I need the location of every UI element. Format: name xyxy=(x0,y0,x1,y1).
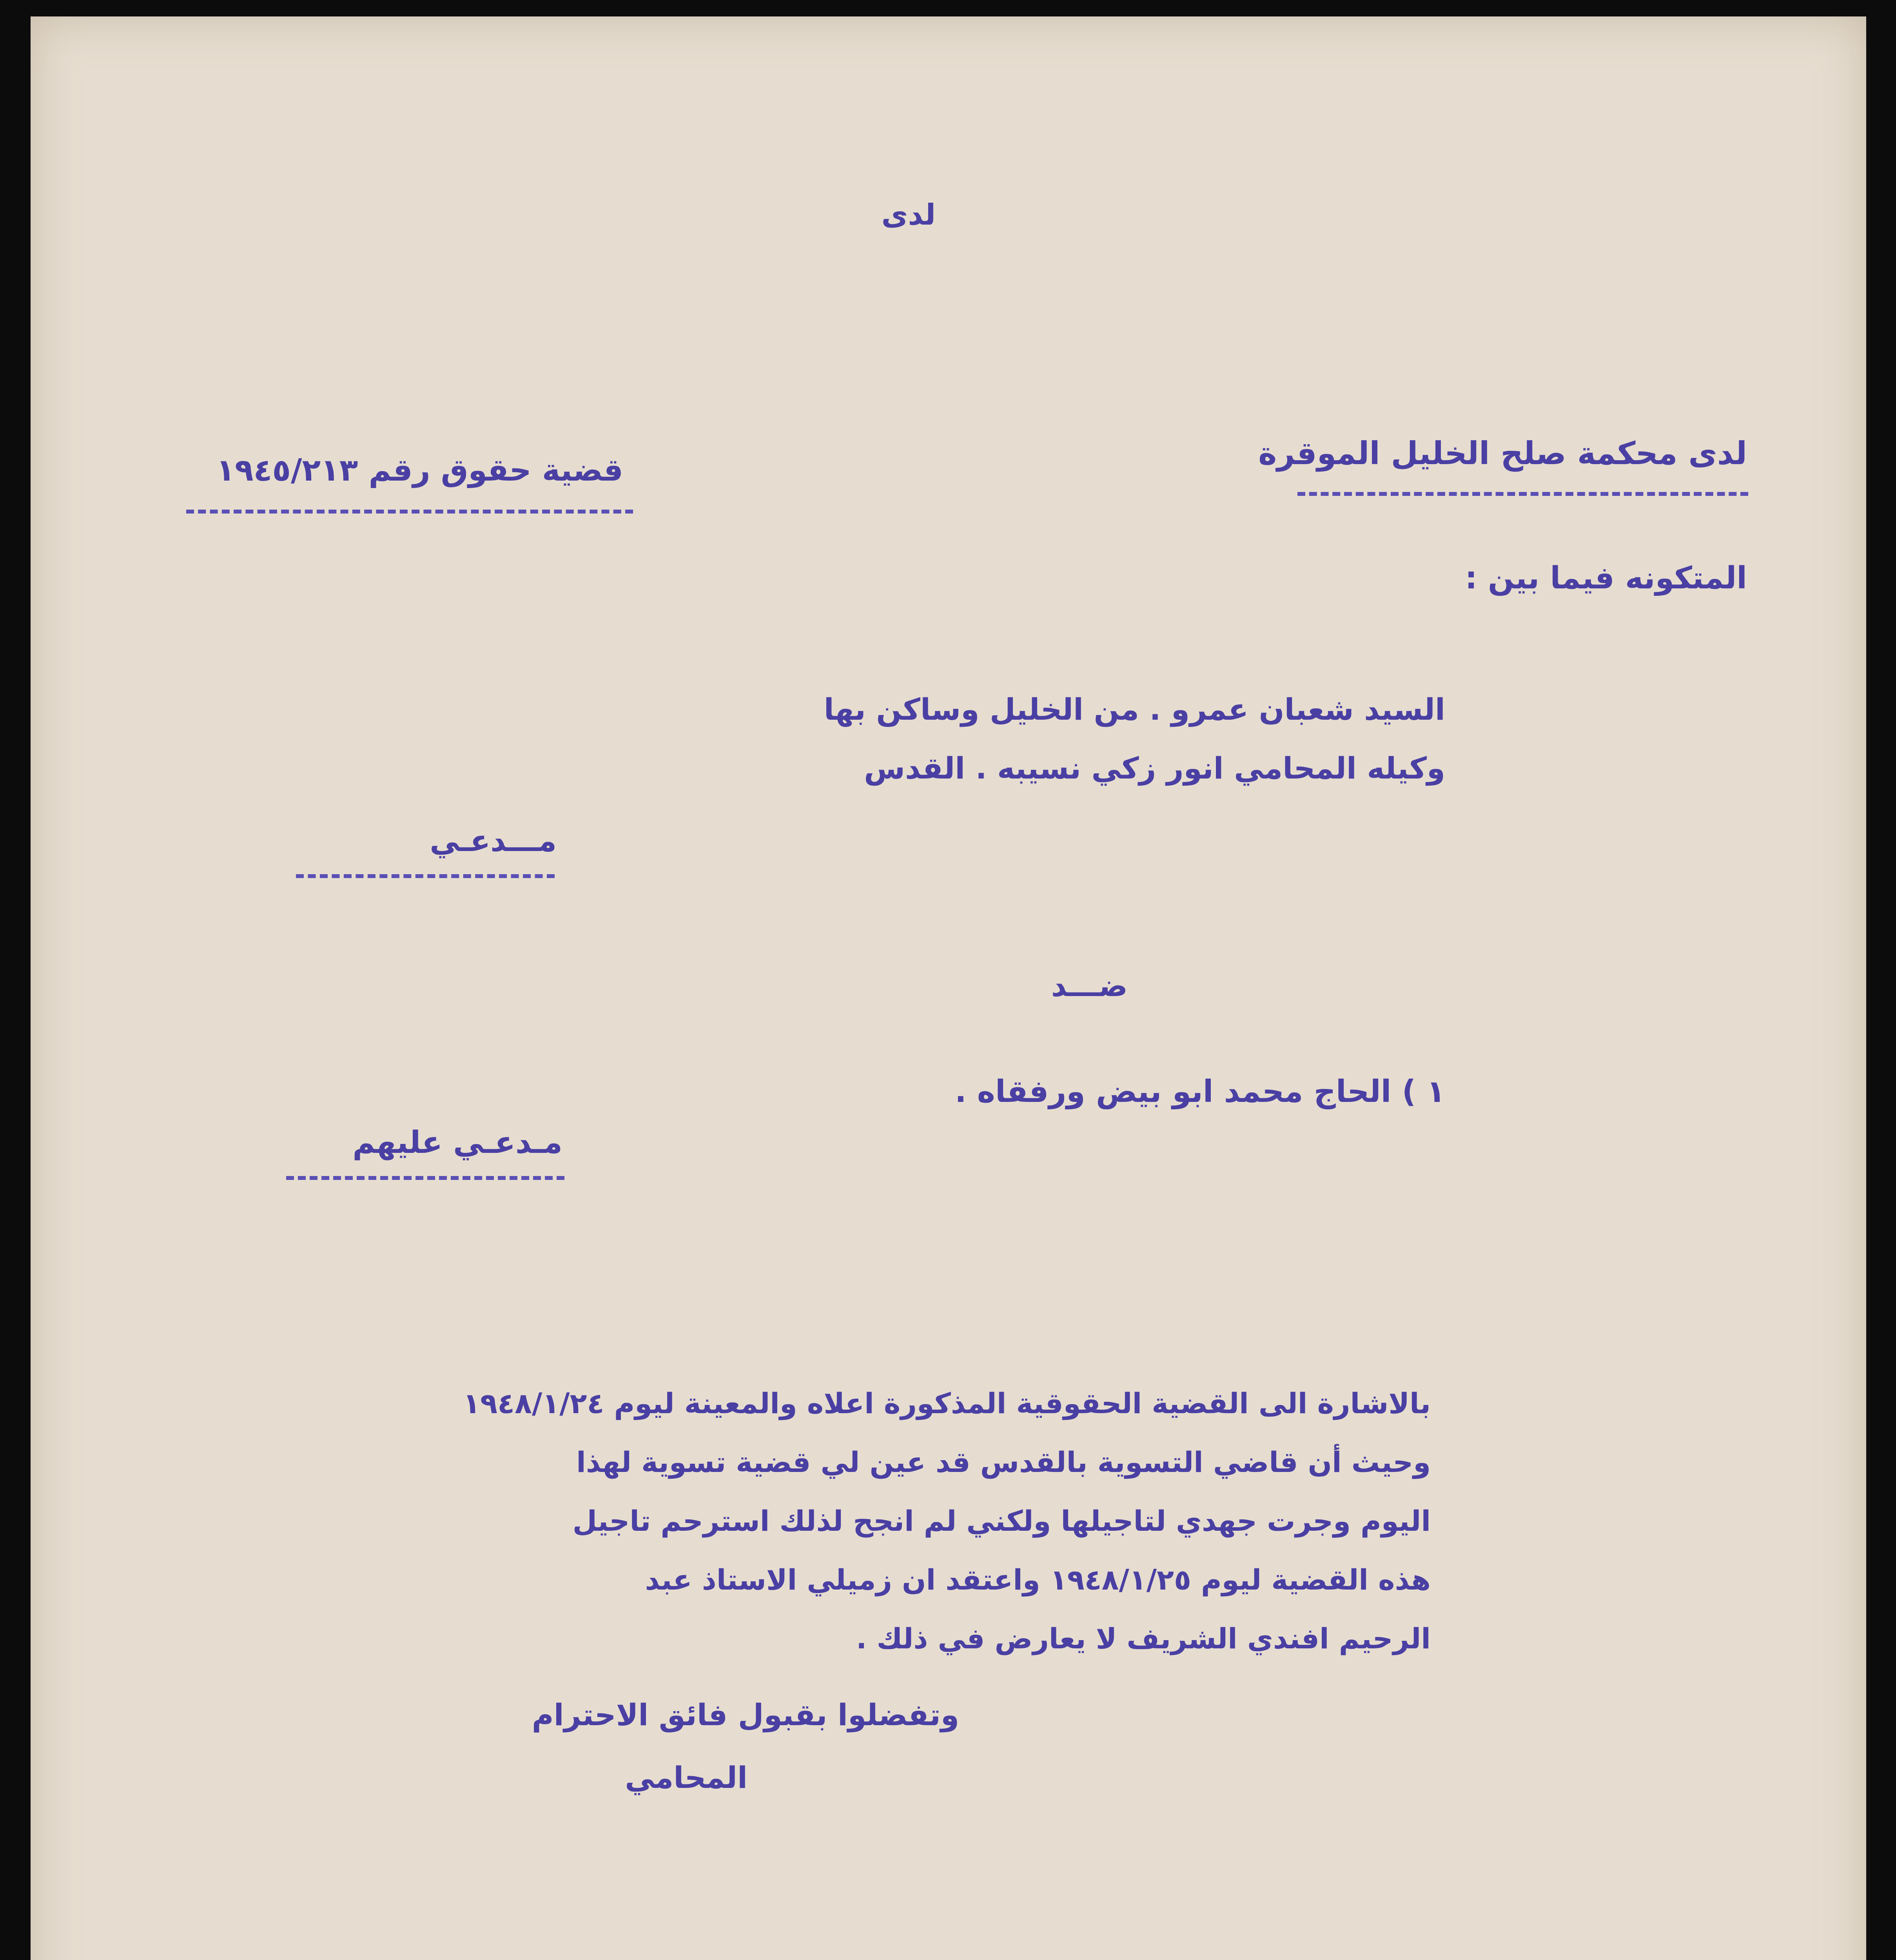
defendant-role: مـدعـي عليهم xyxy=(352,1125,562,1160)
defendant-line: ١ ) الحاج محمد ابو بيض ورفقاه . xyxy=(955,1074,1445,1109)
plaintiff-line-2: وكيله المحامي انور زكي نسيبه . القدس xyxy=(864,751,1445,786)
case-number-underline xyxy=(186,510,633,514)
body-line: بالاشارة الى القضية الحقوقية المذكورة اعلاه والمعينة ليوم ١٩٤٨/١/٢٤ xyxy=(463,1387,1431,1420)
closing-line-1: وتفضلوا بقبول فائق الاحترام xyxy=(532,1697,959,1732)
header-top-text: لدى xyxy=(881,198,936,232)
body-line: وحيث أن قاضي التسوية بالقدس قد عين لي قضية تسوية لهذا xyxy=(576,1446,1431,1479)
closing-line-2: المحامي xyxy=(625,1760,748,1795)
letter-body xyxy=(423,1374,1431,1668)
plaintiff-role-underline xyxy=(296,874,555,878)
court-heading-underline xyxy=(1297,492,1748,496)
plaintiff-line-1: السيد شعبان عمرو . من الخليل وساكن بها xyxy=(824,692,1445,727)
body-line: الرحيم افندي الشريف لا يعارض في ذلك . xyxy=(856,1622,1431,1655)
court-heading: لدى محكمة صلح الخليل الموقرة xyxy=(1258,435,1747,472)
document-page xyxy=(31,16,1866,1960)
between-label: المتكونه فيما بين : xyxy=(1465,561,1747,596)
body-line: اليوم وجرت جهدي لتاجيلها ولكني لم انجح لذلك استرحم تاجيل xyxy=(572,1504,1431,1537)
defendant-role-underline xyxy=(286,1176,564,1180)
body-line: هذه القضية ليوم ١٩٤٨/١/٢٥ واعتقد ان زميلي الاستاذ عبد xyxy=(645,1563,1431,1596)
plaintiff-role: مـــدعـي xyxy=(430,823,557,858)
case-number: قضية حقوق رقم ١٩٤٥/٢١٣ xyxy=(216,453,623,488)
versus-label: ضـــد xyxy=(1051,968,1128,1003)
